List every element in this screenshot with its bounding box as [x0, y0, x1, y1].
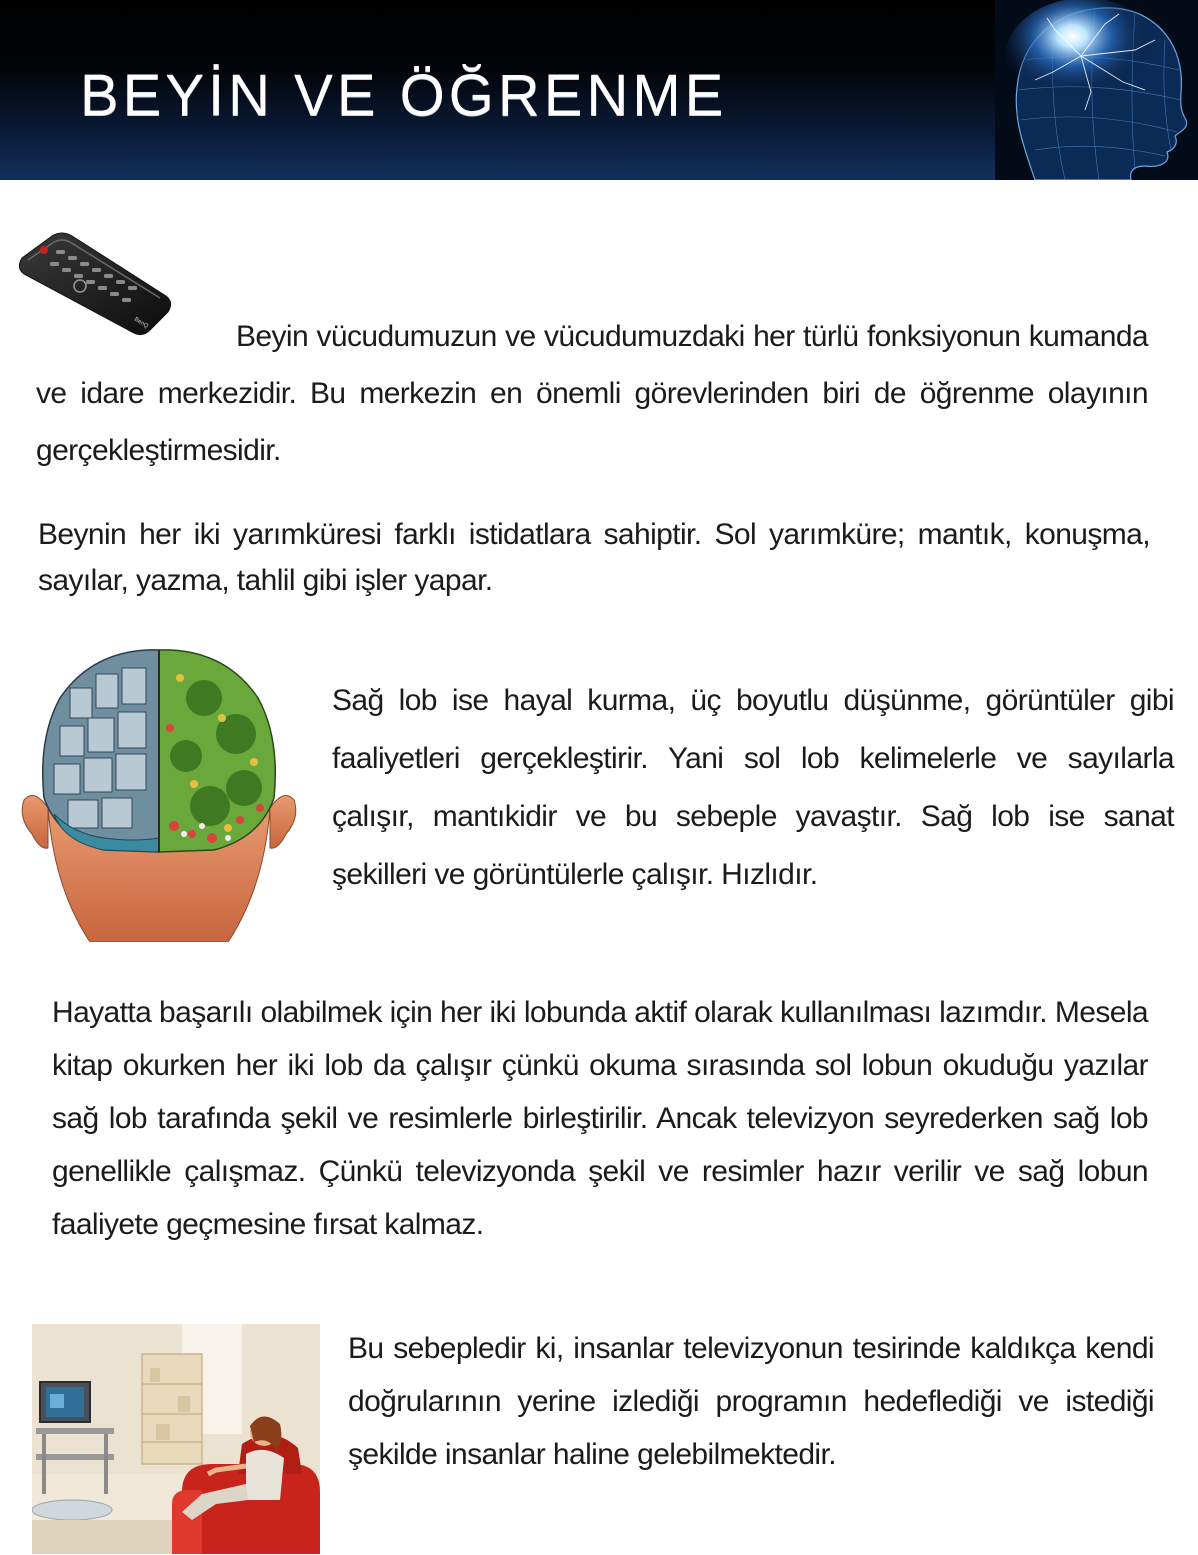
brain-hemispheres-image [14, 638, 304, 942]
glowing-head-illustration [995, 0, 1198, 180]
page-header [0, 0, 1198, 180]
paragraph-intro: Beyin vücudumuzun ve vücudumuzdaki her türlü fonksiyonun kumanda ve idare merkezidir. Bu merkezin en önemli görevlerinden biri de öğrenme olayının gerçekleştirmesidir. [36, 320, 1148, 467]
paragraph-right-lobe: Sağ lob ise hayal kurma, üç boyutlu düşünme, görüntüler gibi faaliyetleri gerçekleştirir. Yani sol lob kelimelerle ve sayılarla çalışır, mantıkidir ve bu sebeple yavaştır. Sağ lob ise sanat şekilleri ve görüntülerle çalışır. Hızlıdır. [332, 684, 1174, 891]
remote-brand-label: BenQ [132, 316, 150, 330]
woman-watching-tv-image [32, 1324, 320, 1554]
paragraph-reading-tv: Hayatta başarılı olabilmek için her iki lobunda aktif olarak kullanılması lazımdır. Mesela kitap okurken her iki lob da çalışır çünkü okuma sırasında sol lobun okuduğu yazılar sağ lob tarafında şekil ve resimlerle birleştirilir. Ancak televizyon seyrederken sağ lob genellikle çalışmaz. Çünkü televizyonda şekil ve resimler hazır verilir ve sağ lobun faaliyete geçmesine fırsat kalmaz. [52, 996, 1148, 1241]
paragraph-tv-influence: Bu sebepledir ki, insanlar televizyonun tesirinde kaldıkça kendi doğrularının yerine izlediği programın hedeflediği ve istediği şekilde insanlar haline gelebilmektedir. [348, 1332, 1154, 1471]
paragraph-hemispheres: Beynin her iki yarımküresi farklı istidatlara sahiptir. Sol yarımküre; mantık, konuşma, sayılar, yazma, tahlil gibi işler yapar. [38, 518, 1150, 597]
page-title: BEYİN VE ÖĞRENME [80, 63, 728, 128]
